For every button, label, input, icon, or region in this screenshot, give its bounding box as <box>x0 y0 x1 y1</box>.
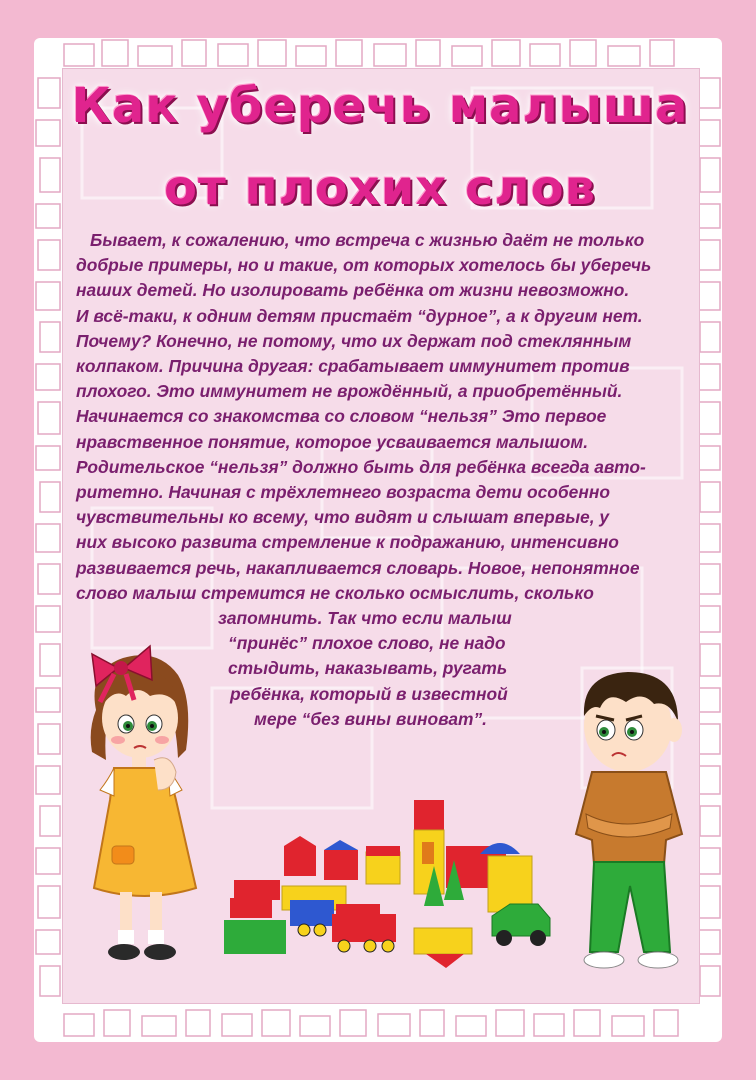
text-line: плохого. Это иммунитет не врождённый, а приобретённый. <box>76 381 623 402</box>
text-line: И всё-таки, к одним детям пристаёт “дурное”, а к другим нет. <box>76 305 643 326</box>
text-line: развивается речь, накапливается словарь. Новое, непонятное <box>76 557 640 578</box>
text-line: чувствительны ко всему, что видят и слышат впервые, у <box>76 507 610 528</box>
page-title-line-2: от плохих слов <box>163 160 597 216</box>
text-line: стыдить, наказывать, ругать <box>228 658 508 679</box>
text-line: “принёс” плохое слово, не надо <box>228 633 506 654</box>
girl-illustration <box>78 640 208 976</box>
text-line: ритетно. Начиная с трёхлетнего возраста дети особенно <box>76 482 610 503</box>
text-line: наших детей. Но изолировать ребёнка от жизни невозможно. <box>76 280 630 301</box>
page-title-line-1: Как уберечь малыша <box>71 78 689 134</box>
text-line: нравственное понятие, которое усваивается малышом. <box>76 431 589 452</box>
text-line: добрые примеры, но и такие, от которых хотелось бы уберечь <box>76 255 652 276</box>
text-line: ребёнка, который в известной <box>230 683 508 704</box>
text-line: Начинается со знакомства со словом “нельзя” Это первое <box>76 406 607 427</box>
text-line: Родительское “нельзя” должно быть для ребёнка всегда авто- <box>76 456 646 477</box>
toys-illustration <box>220 796 560 972</box>
text-line: запомнить. Так что если малыш <box>218 608 512 629</box>
text-line: них высоко развита стремление к подражанию, интенсивно <box>76 532 619 553</box>
boy-illustration <box>566 664 698 974</box>
text-line: Почему? Конечно, не потому, что их держат под стеклянным <box>76 330 632 351</box>
text-line: колпаком. Причина другая: срабатывает иммунитет против <box>76 356 630 377</box>
text-line: Бывает, к сожалению, что встреча с жизнью даёт не только <box>90 230 645 250</box>
text-line: слово малыш стремится не сколько осмыслить, сколько <box>76 582 594 603</box>
text-line: мере “без вины виноват”. <box>254 708 488 729</box>
